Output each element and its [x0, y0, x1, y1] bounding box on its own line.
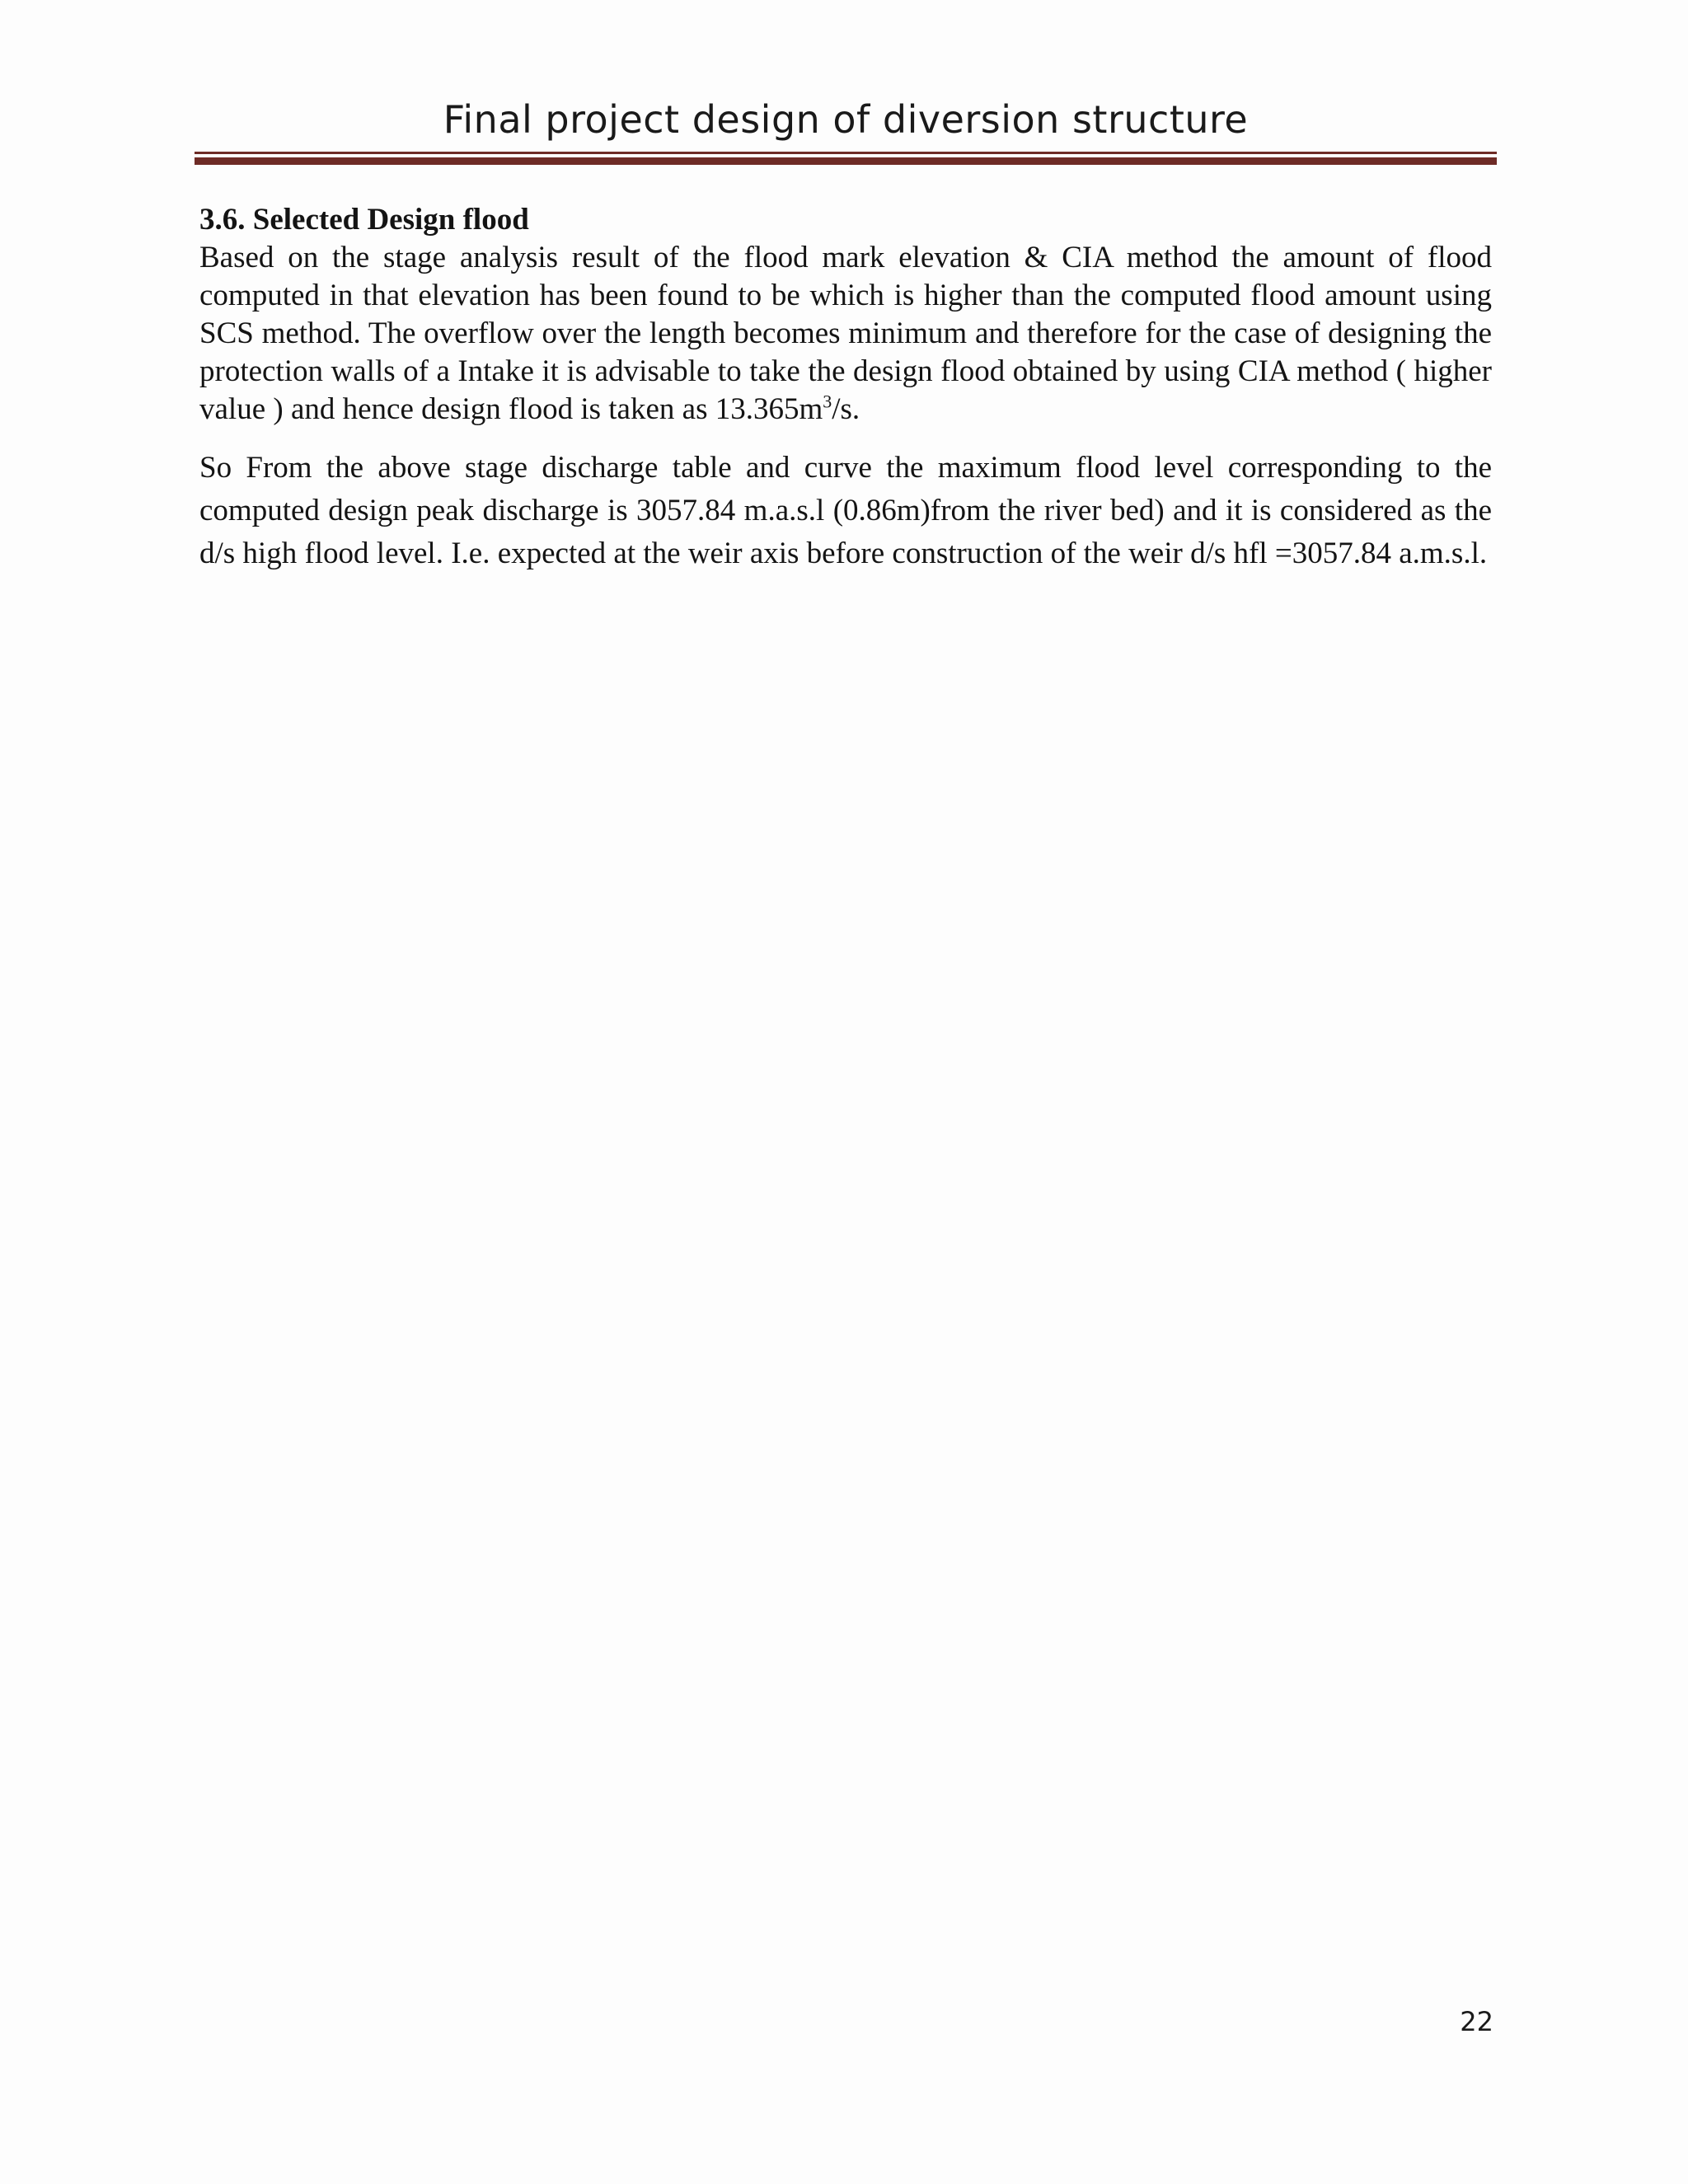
- paragraph-design-flood-text: Based on the stage analysis result of the flood mark elevation & CIA method the amount of flood computed in that elevation has been found to be which is higher than the computed flood amount using SCS method. The overflow over the length becomes minimum and therefore for the case of designing the protection walls of a Intake it is advisable to take the design flood obtained by using CIA method ( higher value ) and hence design flood is taken as 13.365m: [199, 241, 1492, 426]
- header-divider-thin-line: [195, 152, 1497, 154]
- header-divider-thick-line: [195, 157, 1497, 165]
- paragraph-design-flood: [199, 239, 1492, 429]
- page-content: [199, 201, 1492, 575]
- paragraph-flood-level: So From the above stage discharge table and curve the maximum flood level corresponding to the computed design peak discharge is 3057.84 m.a.s.l (0.86m)from the river bed) and it is considered as the d/s high flood level. I.e. expected at the weir axis before construction of the weir d/s hfl =3057.84 a.m.s.l.: [199, 451, 1492, 570]
- running-header-title: Final project design of diversion structure: [443, 97, 1249, 142]
- header-divider: [195, 152, 1497, 166]
- page-number: 22: [1460, 2006, 1493, 2037]
- paragraph-design-flood-unit-suffix: /s.: [832, 392, 860, 426]
- cubic-superscript: 3: [823, 391, 832, 412]
- section-heading: 3.6. Selected Design flood: [199, 203, 529, 237]
